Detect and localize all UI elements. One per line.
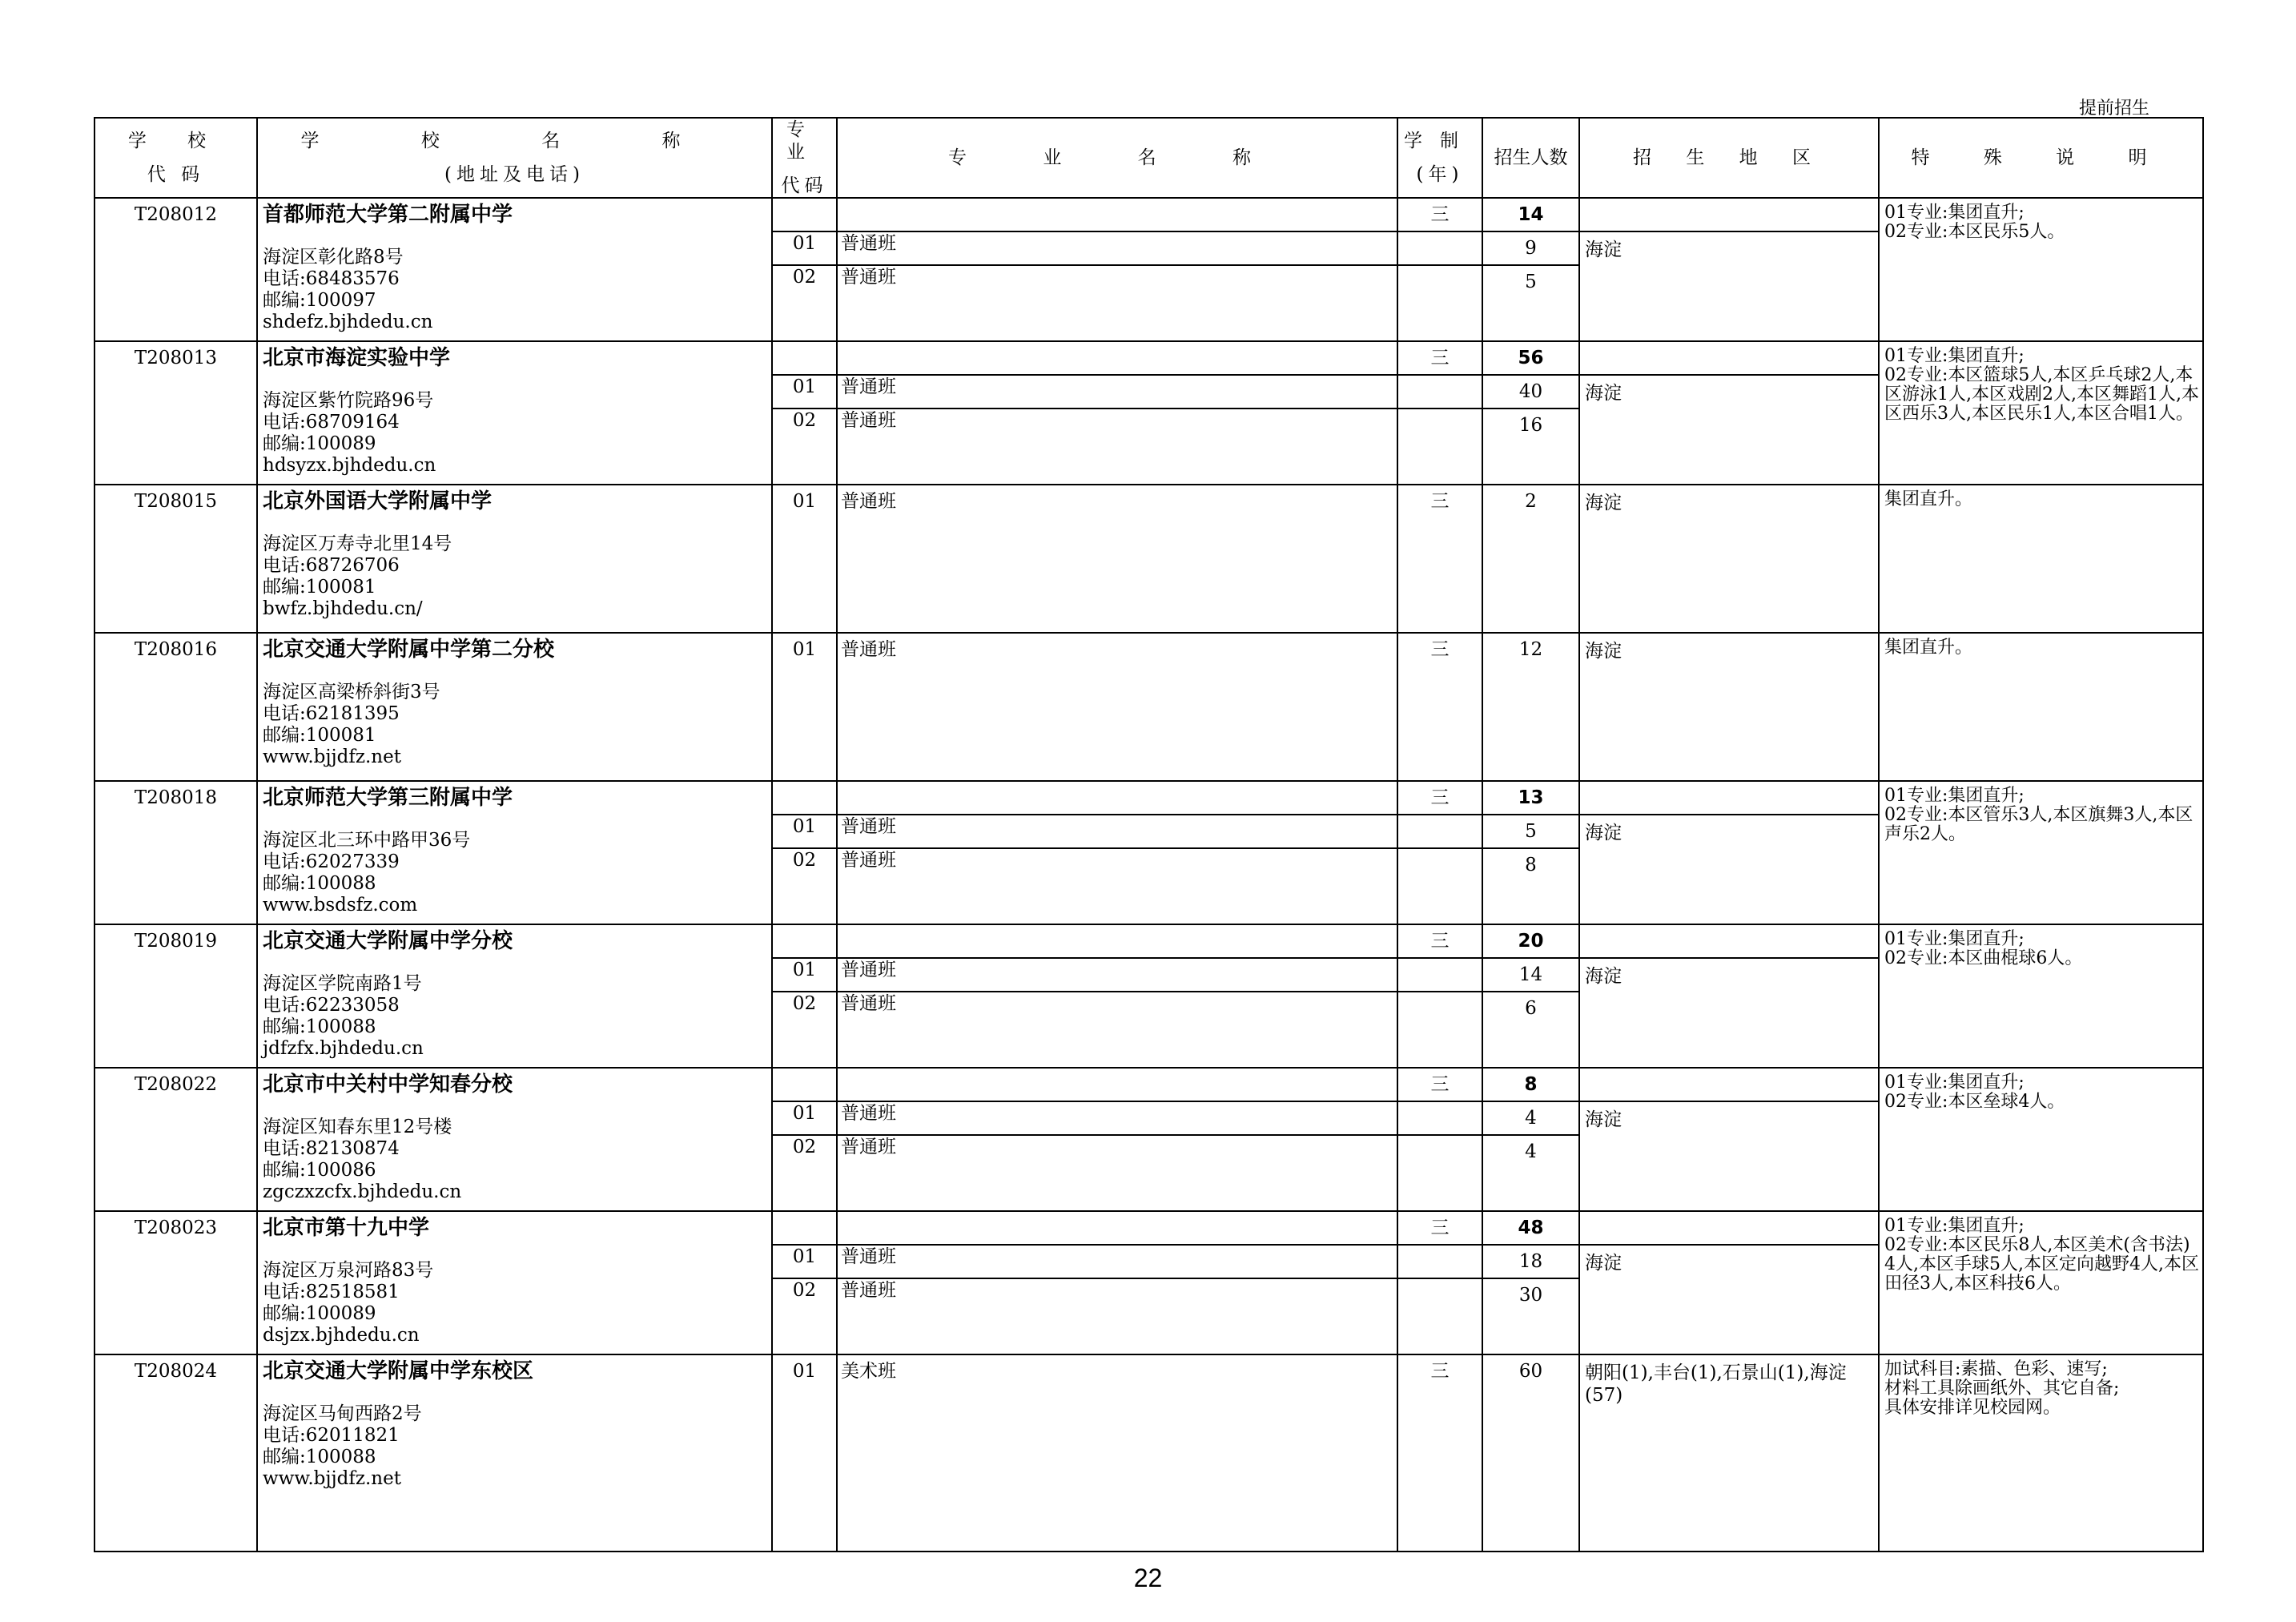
note-line: 01专业:集团直升; bbox=[1884, 1216, 2025, 1236]
years: 三 bbox=[1397, 198, 1482, 231]
school-website: shdefz.bjhdedu.cn bbox=[263, 312, 433, 332]
major-code: 01 bbox=[772, 1101, 837, 1135]
major-count: 14 bbox=[1482, 958, 1579, 992]
years-empty bbox=[1397, 815, 1482, 848]
school-info bbox=[257, 341, 772, 485]
years: 三 bbox=[1397, 1354, 1482, 1552]
major-count: 30 bbox=[1482, 1278, 1579, 1354]
school-info bbox=[257, 1354, 772, 1552]
major-count: 2 bbox=[1482, 485, 1579, 633]
school-address: 海淀区北三环中路甲36号 bbox=[263, 830, 471, 851]
admission-type-label: 提前招生 bbox=[2078, 99, 2149, 119]
school-address: 海淀区知春东里12号楼 bbox=[263, 1117, 452, 1137]
region: 海淀 bbox=[1579, 485, 1879, 633]
major-name: 普通班 bbox=[837, 633, 1397, 781]
school-info bbox=[257, 633, 772, 781]
major-name-empty bbox=[837, 1211, 1397, 1245]
school-website: dsjzx.bjhdedu.cn bbox=[263, 1325, 420, 1346]
major-count: 12 bbox=[1482, 633, 1579, 781]
major-code: 02 bbox=[772, 992, 837, 1068]
note-line: 集团直升。 bbox=[1884, 638, 1973, 658]
major-name: 普通班 bbox=[837, 1135, 1397, 1211]
school-name: 北京外国语大学附属中学 bbox=[263, 489, 493, 513]
major-name: 普通班 bbox=[837, 231, 1397, 265]
total-count: 8 bbox=[1482, 1068, 1579, 1101]
years: 三 bbox=[1397, 1211, 1482, 1245]
school-postcode: 邮编:100097 bbox=[263, 290, 376, 311]
table-row bbox=[94, 198, 2203, 231]
school-code: T208024 bbox=[94, 1354, 257, 1552]
total-count: 14 bbox=[1482, 198, 1579, 231]
school-postcode: 邮编:100086 bbox=[263, 1160, 376, 1181]
major-count: 18 bbox=[1482, 1245, 1579, 1278]
school-address: 海淀区万寿寺北里14号 bbox=[263, 533, 452, 554]
table-row bbox=[94, 1068, 2203, 1101]
major-count: 4 bbox=[1482, 1101, 1579, 1135]
note-line: 01专业:集团直升; bbox=[1884, 346, 2025, 366]
school-postcode: 邮编:100081 bbox=[263, 725, 376, 746]
school-code: T208012 bbox=[94, 198, 257, 341]
years-empty bbox=[1397, 1245, 1482, 1278]
major-count: 16 bbox=[1482, 409, 1579, 485]
region: 海淀 bbox=[1579, 231, 1879, 341]
school-phone: 电话:62011821 bbox=[263, 1425, 400, 1446]
school-phone: 电话:82518581 bbox=[263, 1282, 400, 1302]
note-line: 材料工具除画纸外、其它自备; bbox=[1884, 1378, 2120, 1399]
school-name: 北京市第十九中学 bbox=[263, 1216, 430, 1240]
school-code: T208018 bbox=[94, 781, 257, 924]
major-name: 普通班 bbox=[837, 375, 1397, 409]
years-empty bbox=[1397, 231, 1482, 265]
years: 三 bbox=[1397, 633, 1482, 781]
school-info bbox=[257, 1068, 772, 1211]
note-line: 02专业:本区篮球5人,本区乒乓球2人,本区游泳1人,本区戏剧2人,本区舞蹈1人,本区西乐3人,本区民乐1人,本区合唱1人。 bbox=[1884, 365, 2199, 424]
school-postcode: 邮编:100088 bbox=[263, 1016, 376, 1037]
years-empty bbox=[1397, 958, 1482, 992]
years-empty bbox=[1397, 1135, 1482, 1211]
special-note bbox=[1879, 1068, 2203, 1211]
major-name: 普通班 bbox=[837, 409, 1397, 485]
school-name: 首都师范大学第二附属中学 bbox=[263, 203, 513, 227]
total-count: 20 bbox=[1482, 924, 1579, 958]
major-code: 02 bbox=[772, 848, 837, 924]
total-count: 13 bbox=[1482, 781, 1579, 815]
major-code: 01 bbox=[772, 958, 837, 992]
major-code: 02 bbox=[772, 1135, 837, 1211]
major-code: 01 bbox=[772, 633, 837, 781]
school-phone: 电话:62027339 bbox=[263, 851, 400, 872]
major-code: 02 bbox=[772, 265, 837, 341]
school-postcode: 邮编:100081 bbox=[263, 577, 376, 598]
school-name: 北京市海淀实验中学 bbox=[263, 346, 451, 370]
special-note bbox=[1879, 781, 2203, 924]
region-empty bbox=[1579, 781, 1879, 815]
years-empty bbox=[1397, 992, 1482, 1068]
school-name: 北京交通大学附属中学第二分校 bbox=[263, 638, 555, 662]
major-name: 美术班 bbox=[837, 1354, 1397, 1552]
major-count: 8 bbox=[1482, 848, 1579, 924]
school-address: 海淀区万泉河路83号 bbox=[263, 1260, 434, 1281]
header-note: 特 殊 说 明 bbox=[1879, 118, 2203, 198]
special-note bbox=[1879, 633, 2203, 781]
special-note bbox=[1879, 485, 2203, 633]
school-website: jdfzfx.bjhdedu.cn bbox=[263, 1038, 424, 1059]
school-postcode: 邮编:100088 bbox=[263, 873, 376, 894]
school-website: bwfz.bjhdedu.cn/ bbox=[263, 598, 423, 619]
major-name: 普通班 bbox=[837, 1245, 1397, 1278]
major-code-empty bbox=[772, 341, 837, 375]
major-code: 01 bbox=[772, 231, 837, 265]
years-empty bbox=[1397, 1278, 1482, 1354]
major-code: 01 bbox=[772, 1354, 837, 1552]
total-count: 48 bbox=[1482, 1211, 1579, 1245]
header-school-code: 学 校 代 码 bbox=[94, 118, 257, 198]
special-note bbox=[1879, 924, 2203, 1068]
note-line: 具体安排详见校园网。 bbox=[1884, 1398, 2061, 1418]
school-website: hdsyzx.bjhdedu.cn bbox=[263, 455, 436, 476]
school-info bbox=[257, 781, 772, 924]
major-name: 普通班 bbox=[837, 265, 1397, 341]
page-number: 22 bbox=[1133, 1564, 1163, 1592]
major-count: 60 bbox=[1482, 1354, 1579, 1552]
region-empty bbox=[1579, 924, 1879, 958]
special-note bbox=[1879, 1211, 2203, 1354]
school-code: T208022 bbox=[94, 1068, 257, 1211]
school-website: www.bsdsfz.com bbox=[263, 895, 418, 916]
region-empty bbox=[1579, 1068, 1879, 1101]
header-region: 招 生 地 区 bbox=[1579, 118, 1879, 198]
region: 海淀 bbox=[1579, 633, 1879, 781]
major-name-empty bbox=[837, 924, 1397, 958]
note-line: 02专业:本区曲棍球6人。 bbox=[1884, 948, 2083, 968]
admission-table bbox=[94, 117, 2204, 1552]
table-row bbox=[94, 924, 2203, 958]
total-count: 56 bbox=[1482, 341, 1579, 375]
major-code: 01 bbox=[772, 1245, 837, 1278]
note-line: 02专业:本区民乐8人,本区美术(含书法)4人,本区手球5人,本区定向越野4人,本区田径3人,本区科技6人。 bbox=[1884, 1235, 2199, 1294]
school-info bbox=[257, 1211, 772, 1354]
major-name-empty bbox=[837, 781, 1397, 815]
note-line: 01专业:集团直升; bbox=[1884, 1073, 2025, 1093]
years: 三 bbox=[1397, 924, 1482, 958]
school-address: 海淀区马甸西路2号 bbox=[263, 1403, 422, 1424]
school-name: 北京交通大学附属中学东校区 bbox=[263, 1359, 534, 1383]
major-code-empty bbox=[772, 198, 837, 231]
region-empty bbox=[1579, 1211, 1879, 1245]
note-line: 加试科目:素描、色彩、速写; bbox=[1884, 1359, 2108, 1379]
major-code: 01 bbox=[772, 485, 837, 633]
years-empty bbox=[1397, 409, 1482, 485]
header-major-code: 专业 代码 bbox=[772, 118, 837, 198]
region: 海淀 bbox=[1579, 375, 1879, 485]
major-count: 40 bbox=[1482, 375, 1579, 409]
major-name: 普通班 bbox=[837, 815, 1397, 848]
major-code-empty bbox=[772, 924, 837, 958]
years-empty bbox=[1397, 265, 1482, 341]
special-note bbox=[1879, 341, 2203, 485]
major-code: 01 bbox=[772, 815, 837, 848]
region-empty bbox=[1579, 198, 1879, 231]
note-line: 01专业:集团直升; bbox=[1884, 786, 2025, 806]
header-years: 学制 (年) bbox=[1397, 118, 1482, 198]
years-empty bbox=[1397, 375, 1482, 409]
years-empty bbox=[1397, 1101, 1482, 1135]
table-row bbox=[94, 1354, 2203, 1552]
table-row bbox=[94, 781, 2203, 815]
major-name: 普通班 bbox=[837, 1101, 1397, 1135]
major-code: 01 bbox=[772, 375, 837, 409]
major-code: 02 bbox=[772, 1278, 837, 1354]
school-address: 海淀区彰化路8号 bbox=[263, 247, 404, 268]
school-code: T208023 bbox=[94, 1211, 257, 1354]
note-line: 01专业:集团直升; bbox=[1884, 929, 2025, 949]
header-count: 招生人数 bbox=[1482, 118, 1579, 198]
school-phone: 电话:82130874 bbox=[263, 1138, 400, 1159]
major-name-empty bbox=[837, 1068, 1397, 1101]
major-name: 普通班 bbox=[837, 848, 1397, 924]
school-postcode: 邮编:100089 bbox=[263, 433, 376, 454]
note-line: 集团直升。 bbox=[1884, 489, 1973, 509]
school-phone: 电话:68483576 bbox=[263, 268, 400, 289]
years: 三 bbox=[1397, 1068, 1482, 1101]
school-code: T208016 bbox=[94, 633, 257, 781]
special-note bbox=[1879, 198, 2203, 341]
school-info bbox=[257, 924, 772, 1068]
major-name: 普通班 bbox=[837, 958, 1397, 992]
note-line: 02专业:本区垒球4人。 bbox=[1884, 1092, 2065, 1112]
school-name: 北京市中关村中学知春分校 bbox=[263, 1073, 513, 1097]
region: 海淀 bbox=[1579, 1245, 1879, 1354]
note-line: 02专业:本区民乐5人。 bbox=[1884, 222, 2065, 242]
years: 三 bbox=[1397, 341, 1482, 375]
school-name: 北京师范大学第三附属中学 bbox=[263, 786, 513, 810]
header-row bbox=[94, 118, 2203, 198]
school-code: T208013 bbox=[94, 341, 257, 485]
school-info bbox=[257, 485, 772, 633]
years: 三 bbox=[1397, 781, 1482, 815]
years-empty bbox=[1397, 848, 1482, 924]
note-line: 01专业:集团直升; bbox=[1884, 203, 2025, 223]
school-name: 北京交通大学附属中学分校 bbox=[263, 929, 513, 953]
region: 朝阳(1),丰台(1),石景山(1),海淀(57) bbox=[1579, 1354, 1879, 1552]
school-phone: 电话:62181395 bbox=[263, 703, 400, 724]
table-row bbox=[94, 341, 2203, 375]
school-phone: 电话:68726706 bbox=[263, 555, 400, 576]
years: 三 bbox=[1397, 485, 1482, 633]
special-note bbox=[1879, 1354, 2203, 1552]
school-address: 海淀区高梁桥斜街3号 bbox=[263, 682, 440, 702]
header-school-name: 学 校 名 称 (地址及电话) bbox=[257, 118, 772, 198]
school-code: T208019 bbox=[94, 924, 257, 1068]
major-name-empty bbox=[837, 341, 1397, 375]
school-info bbox=[257, 198, 772, 341]
major-name: 普通班 bbox=[837, 992, 1397, 1068]
table-row bbox=[94, 485, 2203, 633]
major-name-empty bbox=[837, 198, 1397, 231]
school-postcode: 邮编:100089 bbox=[263, 1303, 376, 1324]
major-count: 4 bbox=[1482, 1135, 1579, 1211]
region: 海淀 bbox=[1579, 958, 1879, 1068]
major-code-empty bbox=[772, 781, 837, 815]
school-website: www.bjjdfz.net bbox=[263, 747, 401, 767]
school-phone: 电话:68709164 bbox=[263, 412, 400, 433]
major-code-empty bbox=[772, 1068, 837, 1101]
major-code: 02 bbox=[772, 409, 837, 485]
table-row bbox=[94, 633, 2203, 781]
school-website: www.bjjdfz.net bbox=[263, 1468, 401, 1489]
major-count: 6 bbox=[1482, 992, 1579, 1068]
region: 海淀 bbox=[1579, 1101, 1879, 1211]
major-count: 9 bbox=[1482, 231, 1579, 265]
header-major-name: 专 业 名 称 bbox=[837, 118, 1397, 198]
major-name: 普通班 bbox=[837, 1278, 1397, 1354]
region: 海淀 bbox=[1579, 815, 1879, 924]
major-count: 5 bbox=[1482, 815, 1579, 848]
school-postcode: 邮编:100088 bbox=[263, 1447, 376, 1467]
school-website: zgczxzcfx.bjhdedu.cn bbox=[263, 1181, 462, 1202]
table-row bbox=[94, 1211, 2203, 1245]
school-address: 海淀区学院南路1号 bbox=[263, 973, 422, 994]
note-line: 02专业:本区管乐3人,本区旗舞3人,本区声乐2人。 bbox=[1884, 805, 2193, 844]
major-name: 普通班 bbox=[837, 485, 1397, 633]
major-count: 5 bbox=[1482, 265, 1579, 341]
region-empty bbox=[1579, 341, 1879, 375]
major-code-empty bbox=[772, 1211, 837, 1245]
school-code: T208015 bbox=[94, 485, 257, 633]
school-phone: 电话:62233058 bbox=[263, 995, 400, 1016]
school-address: 海淀区紫竹院路96号 bbox=[263, 390, 434, 411]
